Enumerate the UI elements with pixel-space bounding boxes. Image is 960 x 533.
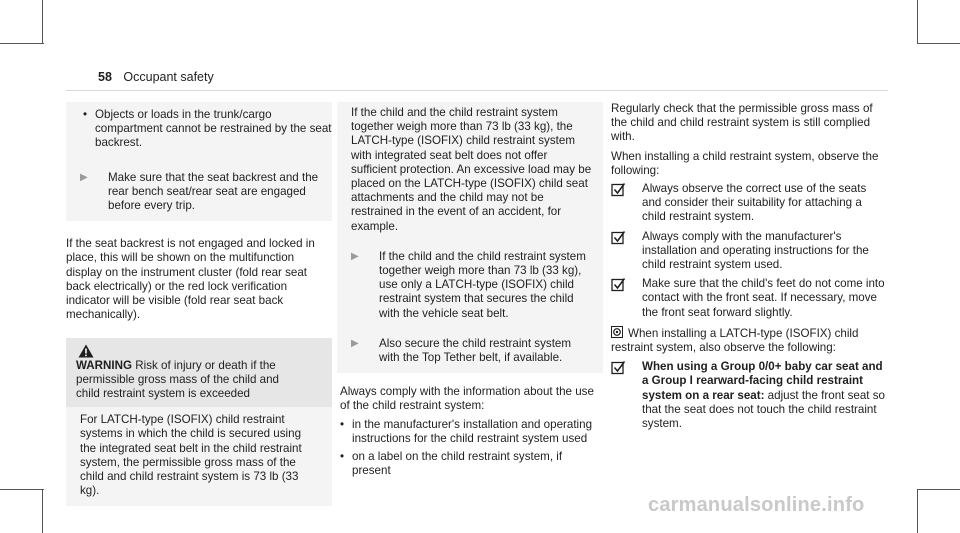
warning-header <box>66 338 332 407</box>
instruction-step: ▶ Also secure the child restraint system with the Top Tether belt, if available. <box>351 336 572 365</box>
list-item: • Objects or loads in the trunk/cargo compartment cannot be restrained by the seat backrest. <box>83 108 332 150</box>
header-rule <box>66 90 888 91</box>
warning-box <box>66 338 332 506</box>
instruction-arrow-icon: ▶ <box>80 171 88 183</box>
crop-mark <box>917 43 960 44</box>
warning-triangle-icon <box>78 344 94 358</box>
page-header <box>98 70 214 84</box>
isofix-icon <box>611 326 623 338</box>
crop-mark <box>42 489 43 533</box>
paragraph: Regularly check that the permissible gross mass of the child and child restraint system is still complied with. <box>611 102 873 144</box>
warning-continuation <box>337 102 603 373</box>
paragraph: When installing a child restraint system, observe the following: <box>611 149 879 177</box>
crop-mark <box>917 489 960 490</box>
crop-mark <box>917 0 918 44</box>
column-1 <box>66 102 332 506</box>
crop-mark <box>42 0 43 44</box>
warning-title: Risk of injury or death if the permissible gross mass of the child and child restraint system is exceeded <box>76 358 279 401</box>
paragraph: Always comply with the information about the use of the child restraint system: <box>340 385 594 413</box>
isofix-note: When installing a LATCH-type (ISOFIX) child restraint system, also observe the following: <box>611 326 859 355</box>
instruction-arrow-icon: ▶ <box>351 250 359 262</box>
list-item: • in the manufacturer's installation and operating instructions for the child restraint system used <box>340 417 593 445</box>
instruction-step: ▶ If the child and the child restraint system together weigh more than 73 lb (33 kg), use only a LATCH-type (ISOFIX) child restraint system that secures the child with the vehicle seat belt. <box>351 249 586 320</box>
crop-mark <box>0 489 44 490</box>
section-title: Occupant safety <box>123 70 214 84</box>
checkbox-tick-icon <box>611 182 626 197</box>
warning-body: For LATCH-type (ISOFIX) child restraint systems in which the child is secured using the integrated seat belt in the child restraint system, the permissible gross mass of the child and child restraint system is 73 lb (33 kg). <box>66 407 332 506</box>
warning-label: WARNING <box>76 358 133 372</box>
checkbox-tick-icon <box>611 230 626 245</box>
crop-mark <box>0 43 44 44</box>
column-2 <box>337 102 603 478</box>
checklist-item: Always comply with the manufacturer's installation and operating instructions for the child restraint system used. <box>611 230 887 273</box>
checklist-item: Always observe the correct use of the seats and consider their suitability for attaching a child restraint system. <box>611 182 887 225</box>
checklist-item: Make sure that the child's feet do not come into contact with the front seat. If necessary, move the front seat forward slightly. <box>611 277 887 320</box>
checkbox-tick-icon <box>611 277 626 292</box>
checkbox-tick-icon <box>611 360 626 375</box>
paragraph: If the child and the child restraint system together weigh more than 73 lb (33 kg), the LATCH-type (ISOFIX) child restraint system with integrated seat belt does not offer sufficient protection. An excessive load may be placed on the LATCH-type (ISOFIX) child seat attachments and the child may not be restrained in the event of an accident, for example. <box>351 106 592 233</box>
instruction-box <box>66 157 332 222</box>
list-item: • on a label on the child restraint system, if present <box>340 450 563 478</box>
page-number: 58 <box>98 70 112 84</box>
checklist-item: When using a Group 0/0+ baby car seat and a Group I rearward-facing child restraint system on a rear seat: adjust the front seat so that the seat does not touch the child restraint system. <box>611 360 887 431</box>
instruction-step: ▶ Make sure that the seat backrest and the rear bench seat/rear seat are engaged before every trip. <box>80 170 319 213</box>
bullet-box <box>66 102 332 157</box>
crop-mark <box>917 489 918 533</box>
paragraph: If the seat backrest is not engaged and locked in place, this will be shown on the multifunction display on the instrument cluster (fold rear seat back electrically) or the red lock verification indicator will be visible (fold rear seat back mechanically). <box>66 237 315 322</box>
column-3 <box>611 102 887 431</box>
watermark: carmanualsonline.info <box>648 494 865 516</box>
instruction-arrow-icon: ▶ <box>351 337 359 349</box>
